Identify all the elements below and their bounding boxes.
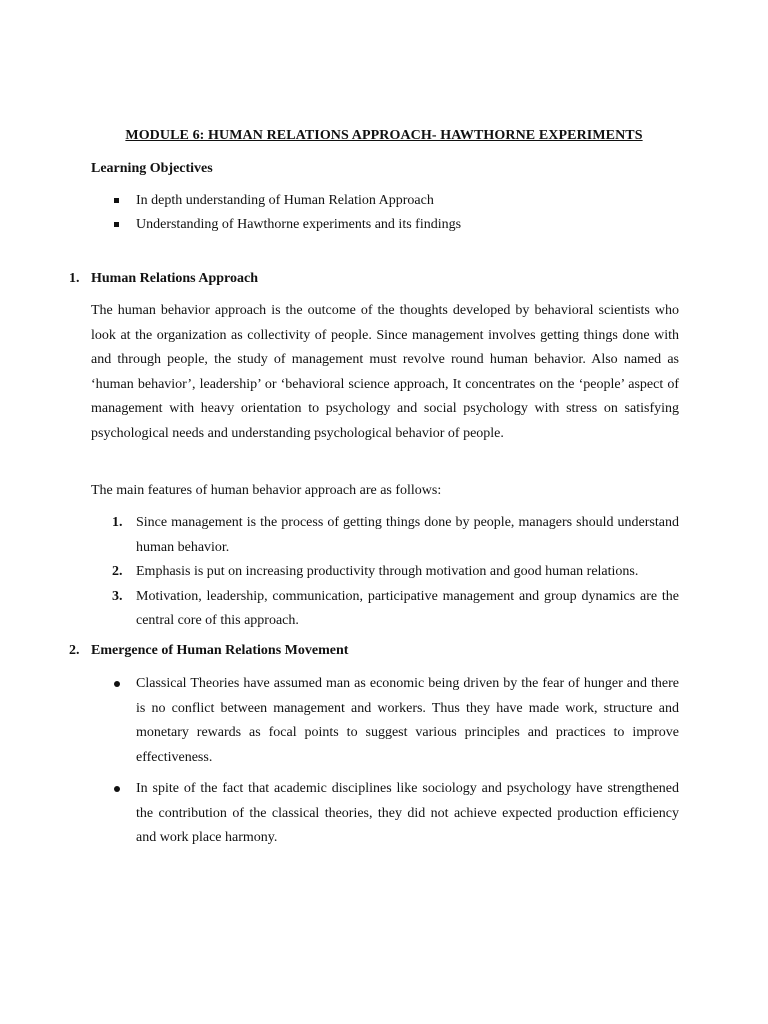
item-number: 1. — [112, 515, 123, 530]
features-intro: The main features of human behavior approach are as follows: — [91, 483, 442, 498]
section-title: Human Relations Approach — [91, 271, 258, 286]
emergence-bullets-continued — [112, 777, 679, 851]
round-bullet-icon — [114, 681, 120, 687]
list-item — [112, 511, 679, 560]
square-bullet-icon — [114, 198, 119, 203]
round-bullet-icon — [114, 786, 120, 792]
list-item — [112, 217, 461, 241]
learning-objectives-heading: Learning Objectives — [91, 161, 213, 176]
section-number: 2. — [69, 643, 80, 658]
bullet-text: In spite of the fact that academic disciplines like sociology and psychology have strengthened the contribution of the classical theories, they did not achieve expected production efficiency and work place harmony. — [136, 781, 679, 845]
module-title: MODULE 6: HUMAN RELATIONS APPROACH- HAWTHORNE EXPERIMENTS — [125, 128, 643, 143]
item-text: Emphasis is put on increasing productivity through motivation and good human relations. — [136, 564, 639, 579]
item-text: Motivation, leadership, communication, participative management and group dynamics are the central core of this approach. — [136, 588, 679, 628]
item-number: 3. — [112, 588, 123, 604]
section-number: 1. — [69, 271, 80, 286]
list-item — [112, 777, 679, 851]
emergence-bullets — [112, 672, 679, 770]
section-title: Emergence of Human Relations Movement — [91, 643, 349, 658]
square-bullet-icon — [114, 222, 119, 227]
list-item — [112, 585, 679, 634]
item-text: Since management is the process of getting things done by people, managers should understand human behavior. — [136, 515, 679, 555]
list-item — [112, 560, 679, 585]
list-item — [112, 193, 461, 217]
learning-objectives-list — [112, 193, 461, 241]
item-number: 2. — [112, 564, 123, 579]
objective-text: Understanding of Hawthorne experiments and its findings — [136, 217, 462, 232]
section-1-paragraph: The human behavior approach is the outcome of the thoughts developed by behavioral scientists who look at the organization as collectivity of people. Since management involves getting things done with and through people, the study of management must revolve round human behavior. Also named as ‘human behavior’, leadership’ or ‘behavioral science approach, It concentrates on the ‘people’ aspect of management with heavy orientation to psychology and social psychology with stress on satisfying psychological needs and understanding psychological behavior of people. — [91, 303, 679, 441]
features-list — [112, 511, 679, 634]
bullet-text: Classical Theories have assumed man as economic being driven by the fear of hunger and there is no conflict between management and workers. Thus they have made work, structure and monetary rewards as focal points to suggest various principles and practices to improve effectiveness. — [136, 676, 679, 765]
list-item — [112, 672, 679, 770]
objective-text: In depth understanding of Human Relation Approach — [136, 193, 434, 208]
